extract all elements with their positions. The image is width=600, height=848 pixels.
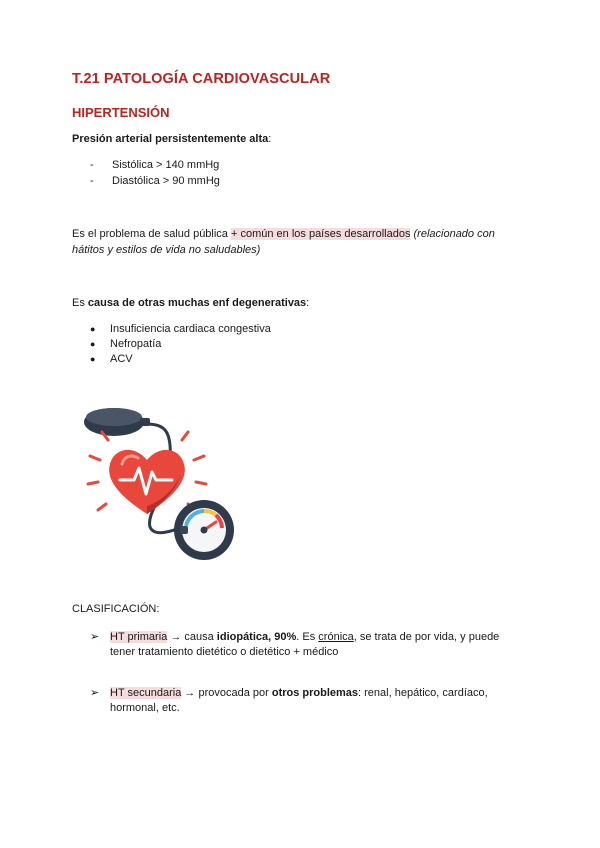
secondary-rest: : renal, hepático, cardíaco,: [358, 687, 488, 699]
public-health-line-2: hátitos y estilos de vida no saludables): [72, 244, 261, 256]
secondary-bold: otros problemas: [271, 687, 359, 699]
list-item-text: Nefropatía: [110, 338, 162, 350]
secondary-label: HT secundaria: [110, 687, 182, 699]
public-health-line-1: [72, 226, 495, 242]
bullet-marker: ●: [90, 324, 96, 334]
definition-end: :: [268, 133, 272, 145]
list-item: [90, 173, 220, 189]
list-item: [90, 336, 161, 352]
primary-bold: idiopática, 90%: [216, 631, 297, 643]
primary-mid: . Es: [296, 631, 319, 643]
classification-secondary-line-1: [90, 685, 488, 701]
list-item-text: Insuficiencia cardiaca congestiva: [110, 323, 271, 335]
primary-arrow-text: → causa: [167, 631, 217, 643]
definition-line: [72, 131, 271, 147]
section-heading: HIPERTENSIÓN: [72, 105, 170, 120]
list-marker: -: [90, 175, 94, 187]
causes-bold: causa de otras muchas enf degenerativas: [87, 297, 307, 309]
list-item: [90, 157, 219, 173]
italic-note: (relacionado con: [410, 228, 495, 240]
list-item-text: Sistólica > 140 mmHg: [112, 159, 220, 171]
public-health-start: Es el problema de salud pública: [72, 228, 231, 240]
arrow-bullet-icon: ➢: [90, 631, 100, 643]
primary-underlined: crónica: [318, 631, 354, 643]
list-marker: -: [90, 159, 94, 171]
page-title: T.21 PATOLOGÍA CARDIOVASCULAR: [72, 71, 331, 87]
list-item: [90, 321, 271, 337]
highlighted-text: + común en los países desarrollados: [230, 228, 411, 240]
bullet-marker: ●: [90, 354, 96, 364]
causes-end: :: [306, 297, 310, 309]
blood-pressure-heart-icon: [76, 402, 236, 572]
primary-rest: , se trata de por vida, y puede: [353, 631, 500, 643]
bullet-marker: ●: [90, 339, 96, 349]
arrow-bullet-icon: ➢: [90, 687, 100, 699]
list-item-text: Diastólica > 90 mmHg: [112, 175, 220, 187]
list-item-text: ACV: [110, 353, 133, 365]
definition-bold: Presión arterial persistentemente alta: [72, 133, 269, 145]
secondary-arrow-text: → provocada por: [181, 687, 272, 699]
causes-start: Es: [72, 297, 88, 309]
list-item: [90, 351, 133, 367]
classification-heading: CLASIFICACIÓN:: [72, 603, 160, 615]
primary-label: HT primaria: [110, 631, 168, 643]
causes-line: [72, 295, 309, 311]
classification-secondary-line-2: hormonal, etc.: [110, 702, 180, 714]
classification-primary-line-2: tener tratamiento dietético o dietético + médico: [110, 646, 339, 658]
classification-primary-line-1: [90, 629, 499, 645]
